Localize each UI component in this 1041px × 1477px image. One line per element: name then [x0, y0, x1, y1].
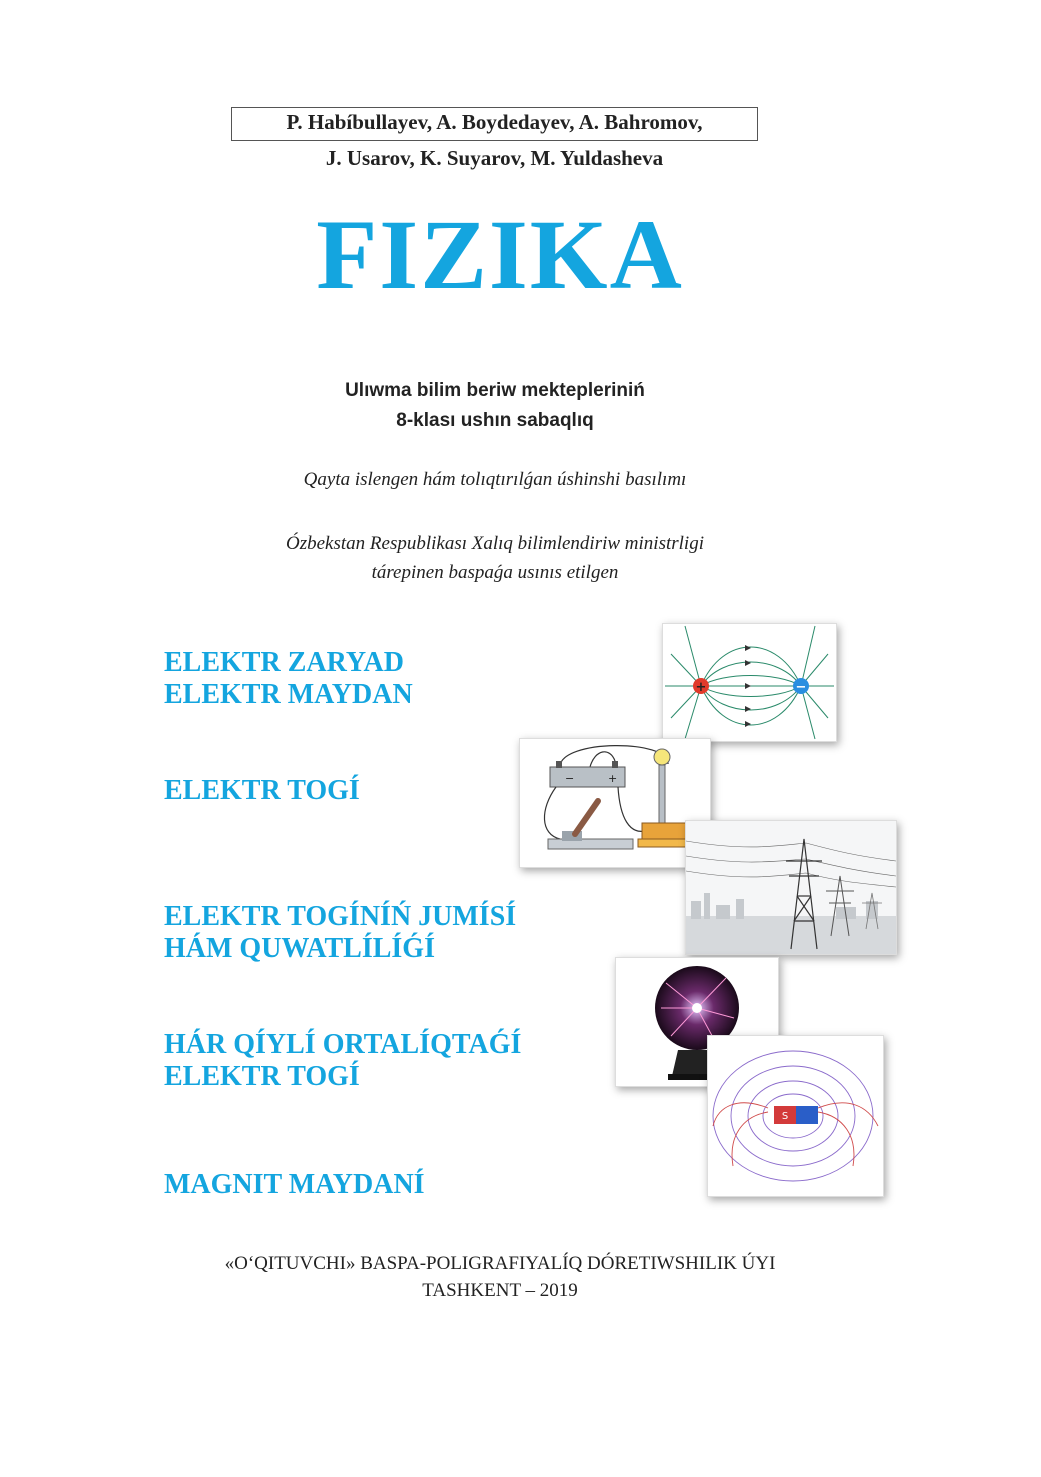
topic-3-line-2: HÁM QUWATLÍLÍǴÍ — [164, 933, 435, 965]
topic-4-line-2: ELEKTR TOGÍ — [164, 1061, 360, 1093]
recommendation-line-1: Ózbekstan Respublikası Xalıq bilimlendiriw ministrligi — [286, 533, 704, 554]
book-title: FIZIKA — [316, 199, 684, 310]
topic-1-line-1: ELEKTR ZARYAD — [164, 647, 404, 678]
battery-minus-label: − — [565, 772, 575, 785]
electric-field-image — [662, 623, 837, 742]
subtitle-line-2: 8-klası ushın sabaqlıq — [396, 410, 594, 431]
minus-charge-label: − — [795, 680, 807, 695]
topic-4-line-1: HÁR QÍYLÍ ORTALÍQTAǴÍ — [164, 1029, 522, 1060]
electric-circuit-image — [519, 738, 711, 868]
topic-5-line-1: MAGNIT MAYDANÍ — [164, 1169, 425, 1200]
topic-magnetic-field — [164, 1169, 425, 1201]
topic-3-line-1: ELEKTR TOGÍNÍŃ JUMÍSÍ — [164, 901, 517, 932]
magnet-pole-label: S — [781, 1111, 789, 1122]
subtitle-line-1: Ulıwma bilim beriw mektepleriniń — [345, 380, 645, 401]
topic-2-line-1: ELEKTR TOGÍ — [164, 775, 360, 806]
publisher-line-1: «O‘QITUVCHI» BASPA-POLIGRAFIYALÍQ DÓRETIWSHILIK ÚYI — [224, 1253, 776, 1274]
topic-electric-charge — [164, 647, 413, 711]
topic-1-line-2: ELEKTR MAYDAN — [164, 679, 413, 711]
recommendation-line-2: tárepinen baspaǵa usınıs etilgen — [371, 562, 619, 583]
authors-line-2: J. Usarov, K. Suyarov, M. Yuldasheva — [325, 146, 664, 170]
magnetic-field-image — [707, 1035, 884, 1197]
plus-charge-label: + — [695, 680, 707, 695]
topic-current-in-media — [164, 1029, 521, 1093]
edition-note: Qayta islengen hám tolıqtırılǵan úshinshi basılımı — [303, 469, 687, 490]
topic-electric-current — [164, 775, 360, 807]
power-lines-image — [685, 820, 897, 955]
publisher-line-2: TASHKENT – 2019 — [422, 1280, 578, 1301]
battery-plus-label: + — [608, 772, 618, 785]
authors-line-1: P. Habíbullayev, A. Boydedayev, A. Bahromov, — [286, 110, 703, 134]
topic-work-and-power — [164, 901, 516, 965]
